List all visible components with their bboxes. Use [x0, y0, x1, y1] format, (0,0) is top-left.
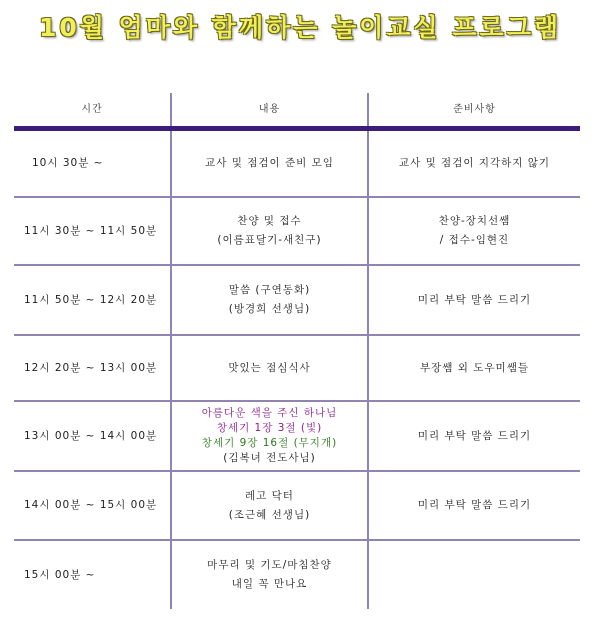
header-content	[172, 93, 367, 126]
content-line: 창세기 9장 16절 (무지개)	[201, 437, 338, 449]
header-content-label: 내용	[258, 104, 281, 115]
row-time	[14, 198, 170, 264]
row-prep	[369, 402, 580, 470]
content-line: 레고 닥터	[245, 489, 294, 502]
row-content	[172, 402, 367, 470]
time-text: 10시 30분 ~	[32, 157, 104, 169]
content-line: 창세기 1장 3절 (빛)	[216, 422, 323, 434]
row-content	[172, 198, 367, 264]
row-content	[172, 472, 367, 539]
content-line: (이름표달기-새친구)	[217, 234, 322, 246]
time-text: 15시 00분 ~	[24, 568, 96, 581]
header-time-label: 시간	[81, 104, 103, 115]
row-time	[14, 336, 170, 400]
prep-line: 미리 부탁 말씀 드리기	[417, 499, 532, 511]
header-prep-label: 준비사항	[453, 104, 496, 115]
prep-line: 찬양-장치선쌤	[438, 215, 511, 227]
content-line: 맛있는 점심식사	[228, 361, 311, 374]
row-content	[172, 131, 367, 196]
row-content	[172, 266, 367, 334]
row-prep	[369, 266, 580, 334]
time-text: 12시 20분 ~ 13시 00분	[24, 361, 158, 374]
prep-line: / 접수-임현진	[439, 234, 510, 246]
row-prep	[369, 541, 580, 609]
time-text: 14시 00분 ~ 15시 00분	[24, 499, 158, 511]
content-line: 찬양 및 접수	[237, 215, 302, 227]
content-line: (방경희 선생님)	[228, 303, 311, 315]
row-content	[172, 541, 367, 609]
row-content	[172, 336, 367, 400]
time-text: 13시 00분 ~ 14시 00분	[24, 429, 158, 442]
prep-line: 부장쌤 외 도우미쌤들	[420, 361, 529, 374]
row-prep	[369, 131, 580, 196]
row-time	[14, 266, 170, 334]
header-time	[14, 93, 170, 126]
row-time	[14, 402, 170, 470]
row-prep	[369, 472, 580, 539]
prep-line: 미리 부탁 말씀 드리기	[417, 293, 532, 306]
content-line: 아름다운 색을 주신 하나님	[201, 407, 338, 419]
prep-line: 교사 및 점검이 지각하지 않기	[398, 157, 551, 169]
prep-line: 미리 부탁 말씀 드리기	[417, 429, 532, 442]
row-time	[14, 541, 170, 609]
content-line: 교사 및 점검이 준비 모임	[205, 157, 334, 169]
time-text: 11시 50분 ~ 12시 20분	[24, 293, 158, 306]
row-time	[14, 131, 170, 196]
page-title: 10월 엄마와 함께하는 놀이교실 프로그램	[38, 13, 561, 42]
content-line: 말씀 (구연동화)	[228, 284, 311, 296]
content-line: 내일 꼭 만나요	[231, 578, 308, 590]
row-prep	[369, 336, 580, 400]
time-text: 11시 30분 ~ 11시 50분	[24, 224, 158, 237]
row-prep	[369, 198, 580, 264]
row-time	[14, 472, 170, 539]
content-line: (김복녀 전도사님)	[223, 452, 316, 464]
content-line: 마무리 및 기도/마침찬양	[207, 559, 332, 571]
content-line: (조근혜 선생님)	[228, 508, 311, 521]
header-prep	[369, 93, 580, 126]
